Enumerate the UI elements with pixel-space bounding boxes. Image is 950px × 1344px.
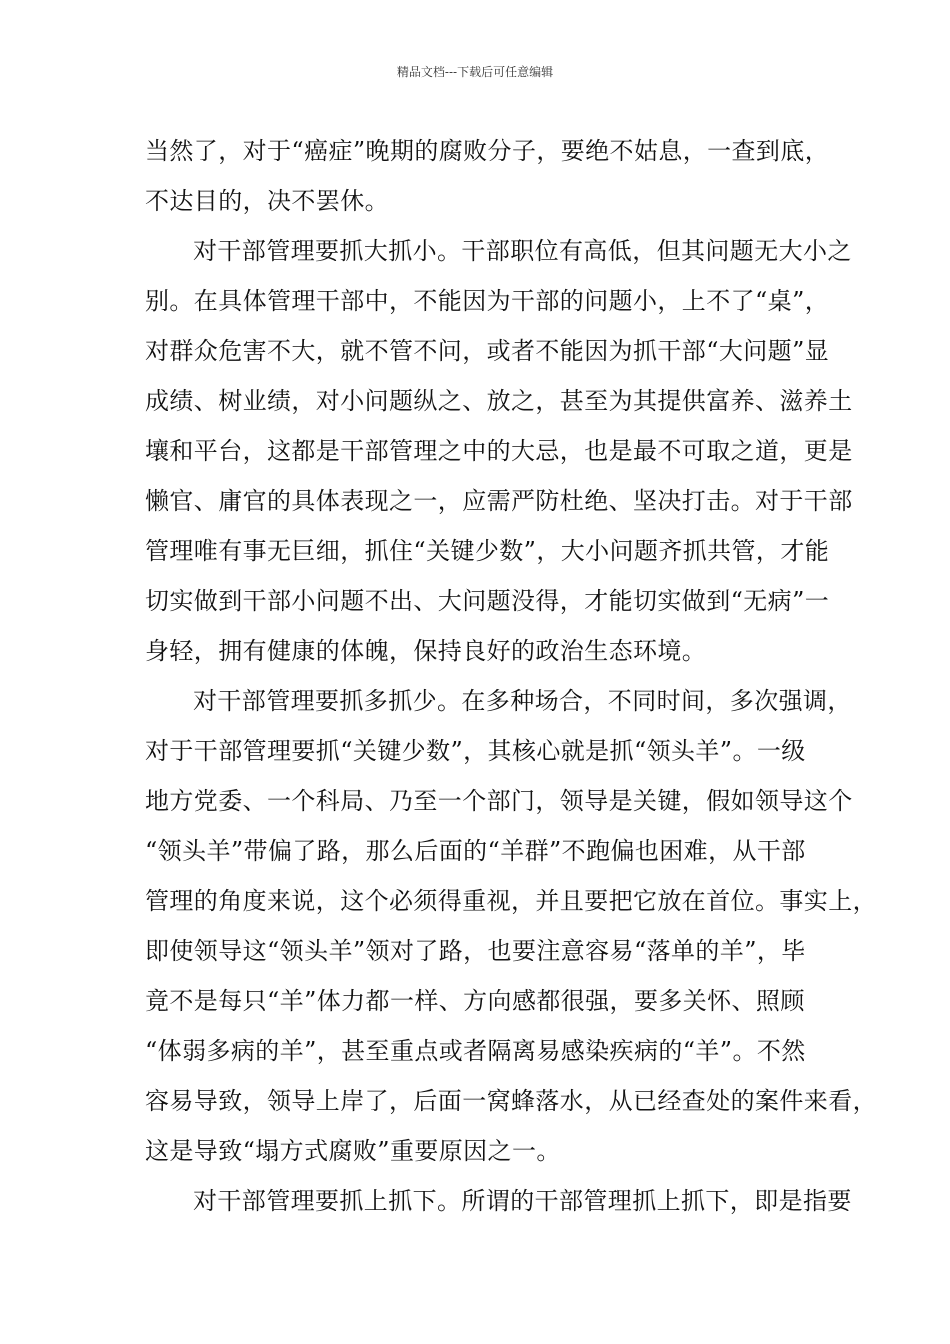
paragraph-first-line: 对干部管理要抓上抓下。所谓的干部管理抓上抓下，即是指要 xyxy=(193,1187,852,1215)
page-header: 精品文档---下载后可任意编辑 xyxy=(396,65,554,79)
text-line: 对群众危害不大，就不管不问，或者不能因为抓干部“大问题”显 xyxy=(145,337,830,365)
text-line: 不达目的，决不罢休。 xyxy=(145,187,389,215)
text-line: 切实做到干部小问题不出、大问题没得，才能切实做到“无病”一 xyxy=(145,587,830,615)
text-line: 管理的角度来说，这个必须得重视，并且要把它放在首位。事实上， xyxy=(145,887,877,915)
text-line: “体弱多病的羊”，甚至重点或者隔离易感染疾病的“羊”。不然 xyxy=(145,1037,806,1065)
text-line: 地方党委、一个科局、乃至一个部门，领导是关键，假如领导这个 xyxy=(145,787,853,815)
text-line: 当然了，对于“癌症”晚期的腐败分子，要绝不姑息，一查到底， xyxy=(145,137,830,165)
text-line: 懒官、庸官的具体表现之一，应需严防杜绝、坚决打击。对于干部 xyxy=(145,487,853,515)
text-line: 成绩、树业绩，对小问题纵之、放之，甚至为其提供富养、滋养土 xyxy=(145,387,853,415)
text-line: 身轻，拥有健康的体魄，保持良好的政治生态环境。 xyxy=(145,637,707,665)
document-body xyxy=(145,126,877,1226)
text-line: 壤和平台，这都是干部管理之中的大忌，也是最不可取之道，更是 xyxy=(145,437,853,465)
paragraph-first-line: 对干部管理要抓多抓少。在多种场合，不同时间，多次强调， xyxy=(193,687,852,715)
paragraph-first-line: 对干部管理要抓大抓小。干部职位有高低，但其问题无大小之 xyxy=(193,237,852,265)
text-line: 竟不是每只“羊”体力都一样、方向感都很强，要多关怀、照顾 xyxy=(145,987,805,1015)
text-line: 对于干部管理要抓“关键少数”，其核心就是抓“领头羊”。一级 xyxy=(145,737,806,765)
text-line: 别。在具体管理干部中，不能因为干部的问题小，上不了“桌”， xyxy=(145,287,830,315)
text-line: “领头羊”带偏了路，那么后面的“羊群”不跑偏也困难，从干部 xyxy=(145,837,806,865)
text-line: 即使领导这“领头羊”领对了路，也要注意容易“落单的羊”，毕 xyxy=(145,937,806,965)
text-line: 管理唯有事无巨细，抓住“关键少数”，大小问题齐抓共管，才能 xyxy=(145,537,830,565)
text-line: 容易导致，领导上岸了，后面一窝蜂落水，从已经查处的案件来看， xyxy=(145,1087,877,1115)
text-line: 这是导致“塌方式腐败”重要原因之一。 xyxy=(145,1137,561,1165)
